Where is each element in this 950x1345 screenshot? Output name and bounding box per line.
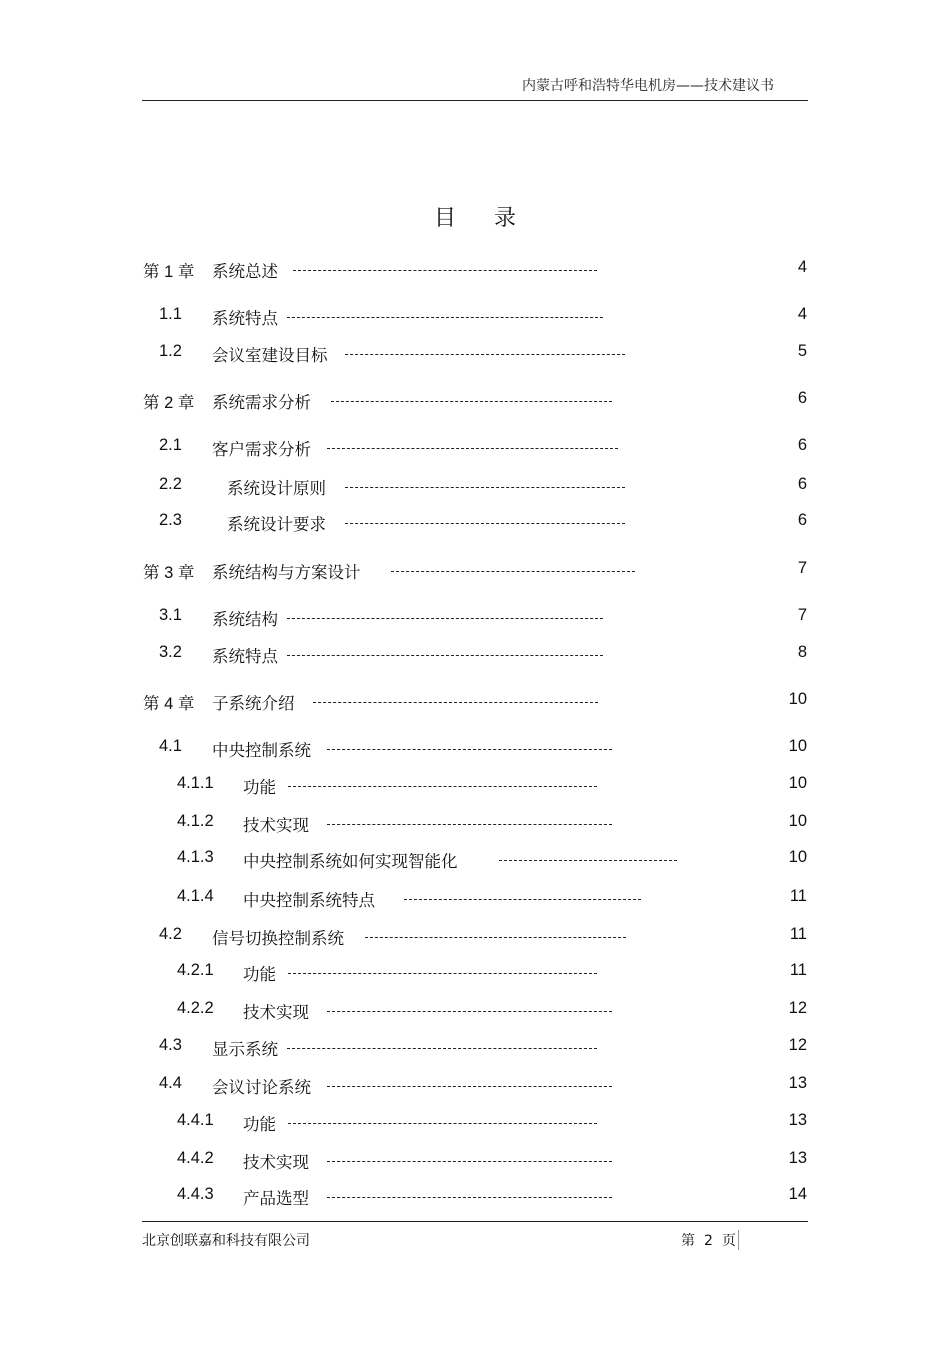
toc-entry-page: 6 bbox=[797, 475, 807, 493]
toc-entry-label: 系统设计原则 bbox=[227, 479, 326, 498]
toc-leader-dots bbox=[287, 655, 603, 656]
toc-entry-label: 中央控制系统 bbox=[212, 741, 311, 760]
toc-entry-number: 2.2 bbox=[159, 475, 182, 493]
toc-entry-number: 第 4 章 bbox=[143, 695, 195, 713]
toc-entry[interactable] bbox=[0, 848, 950, 872]
toc-entry[interactable] bbox=[0, 1111, 950, 1135]
toc-entry-number: 4.1.1 bbox=[177, 774, 214, 792]
toc-entry-page: 7 bbox=[797, 606, 807, 624]
toc-entry-label: 技术实现 bbox=[243, 816, 309, 835]
toc-entry-page: 11 bbox=[789, 887, 807, 905]
toc-entry-number: 4.4 bbox=[159, 1074, 182, 1092]
toc-leader-dots bbox=[287, 618, 603, 619]
toc-entry-number: 3.1 bbox=[159, 606, 182, 624]
footer-page-number bbox=[681, 1230, 739, 1250]
toc-leader-dots bbox=[287, 317, 603, 318]
toc-entry-page: 10 bbox=[788, 774, 807, 792]
toc-entry-label: 中央控制系统如何实现智能化 bbox=[243, 852, 458, 871]
toc-entry-label: 显示系统 bbox=[212, 1040, 278, 1059]
toc-entry-page: 11 bbox=[789, 925, 807, 943]
toc-entry-label: 系统结构与方案设计 bbox=[212, 563, 361, 582]
toc-entry-page: 10 bbox=[788, 848, 807, 866]
toc-entry[interactable] bbox=[0, 305, 950, 329]
toc-entry[interactable] bbox=[0, 606, 950, 630]
toc-entry[interactable] bbox=[0, 559, 950, 583]
toc-entry[interactable] bbox=[0, 812, 950, 836]
toc-leader-dots bbox=[327, 749, 612, 750]
toc-entry-page: 10 bbox=[788, 690, 807, 708]
footer-divider bbox=[142, 1221, 808, 1222]
toc-leader-dots bbox=[293, 270, 597, 271]
toc-entry-label: 子系统介绍 bbox=[212, 694, 295, 713]
toc-leader-dots bbox=[345, 523, 625, 524]
toc-entry-number: 4.2.1 bbox=[177, 961, 214, 979]
toc-entry-number: 4.2 bbox=[159, 925, 182, 943]
toc-leader-dots bbox=[287, 1048, 597, 1049]
toc-entry[interactable] bbox=[0, 1149, 950, 1173]
toc-entry-number: 2.1 bbox=[159, 436, 182, 454]
toc-entry-number: 第 1 章 bbox=[143, 263, 195, 281]
toc-leader-dots bbox=[327, 448, 618, 449]
toc-entry[interactable] bbox=[0, 961, 950, 985]
toc-leader-dots bbox=[288, 973, 597, 974]
toc-entry[interactable] bbox=[0, 643, 950, 667]
toc-entry-label: 功能 bbox=[243, 778, 276, 797]
toc-entry[interactable] bbox=[0, 475, 950, 499]
toc-entry-page: 12 bbox=[788, 1036, 807, 1054]
toc-entry-page: 10 bbox=[788, 737, 807, 755]
toc-leader-dots bbox=[288, 1123, 597, 1124]
toc-entry-page: 10 bbox=[788, 812, 807, 830]
toc-entry-number: 1.2 bbox=[159, 342, 182, 360]
toc-entry-page: 11 bbox=[789, 961, 807, 979]
toc-leader-dots bbox=[365, 937, 626, 938]
toc-entry-label: 技术实现 bbox=[243, 1003, 309, 1022]
toc-entry-label: 产品选型 bbox=[243, 1189, 309, 1208]
footer-page-prefix: 第 bbox=[681, 1233, 695, 1249]
toc-entry-page: 4 bbox=[797, 258, 807, 276]
toc-leader-dots bbox=[331, 401, 612, 402]
toc-leader-dots bbox=[345, 487, 625, 488]
toc-entry-number: 第 2 章 bbox=[143, 394, 195, 412]
toc-entry-label: 系统需求分析 bbox=[212, 393, 311, 412]
toc-entry[interactable] bbox=[0, 342, 950, 366]
toc-entry-page: 13 bbox=[788, 1111, 807, 1129]
toc-leader-dots bbox=[288, 786, 597, 787]
toc-entry-number: 3.2 bbox=[159, 643, 182, 661]
header-divider bbox=[142, 100, 808, 101]
toc-entry-page: 13 bbox=[788, 1149, 807, 1167]
toc-entry-page: 12 bbox=[788, 999, 807, 1017]
toc-entry-page: 6 bbox=[797, 511, 807, 529]
toc-entry[interactable] bbox=[0, 511, 950, 535]
toc-entry-label: 系统结构 bbox=[212, 610, 278, 629]
toc-entry-page: 6 bbox=[797, 436, 807, 454]
toc-leader-dots bbox=[327, 1011, 612, 1012]
toc-entry-page: 5 bbox=[797, 342, 807, 360]
toc-leader-dots bbox=[313, 702, 598, 703]
toc-entry[interactable] bbox=[0, 1185, 950, 1209]
toc-entry-number: 4.1.2 bbox=[177, 812, 214, 830]
toc-entry-number: 1.1 bbox=[159, 305, 182, 323]
toc-entry-number: 第 3 章 bbox=[143, 564, 195, 582]
toc-entry-label: 中央控制系统特点 bbox=[243, 891, 375, 910]
toc-entry-label: 功能 bbox=[243, 965, 276, 984]
toc-entry[interactable] bbox=[0, 774, 950, 798]
toc-entry[interactable] bbox=[0, 690, 950, 714]
toc-leader-dots bbox=[327, 1197, 612, 1198]
toc-entry-number: 2.3 bbox=[159, 511, 182, 529]
toc-entry-label: 会议室建设目标 bbox=[212, 346, 328, 365]
toc-leader-dots bbox=[327, 1161, 612, 1162]
toc-entry-label: 系统设计要求 bbox=[227, 515, 326, 534]
footer-page-suffix: 页 bbox=[721, 1233, 736, 1249]
toc-entry[interactable] bbox=[0, 999, 950, 1023]
toc-entry[interactable] bbox=[0, 1074, 950, 1098]
toc-entry-label: 系统特点 bbox=[212, 647, 278, 666]
footer-company: 北京创联嘉和科技有限公司 bbox=[142, 1233, 310, 1249]
header-title: 内蒙古呼和浩特华电机房——技术建议书 bbox=[522, 78, 774, 94]
toc-entry-number: 4.4.2 bbox=[177, 1149, 214, 1167]
toc-entry-number: 4.4.1 bbox=[177, 1111, 214, 1129]
toc-leader-dots bbox=[327, 1086, 612, 1087]
toc-entry-number: 4.2.2 bbox=[177, 999, 214, 1017]
toc-entry-number: 4.1 bbox=[159, 737, 182, 755]
toc-entry-label: 系统特点 bbox=[212, 309, 278, 328]
toc-entry-page: 7 bbox=[797, 559, 807, 577]
footer-page-value: 2 bbox=[704, 1233, 713, 1249]
toc-entry-label: 信号切换控制系统 bbox=[212, 929, 344, 948]
toc-entry-number: 4.1.3 bbox=[177, 848, 214, 866]
toc-entry-number: 4.3 bbox=[159, 1036, 182, 1054]
toc-leader-dots bbox=[327, 824, 612, 825]
toc-leader-dots bbox=[499, 860, 677, 861]
toc-title: 目录 bbox=[433, 206, 554, 231]
toc-entry[interactable] bbox=[0, 925, 950, 949]
toc-entry-label: 客户需求分析 bbox=[212, 440, 311, 459]
toc-entry-label: 技术实现 bbox=[243, 1153, 309, 1172]
toc-entry-page: 13 bbox=[788, 1074, 807, 1092]
toc-entry[interactable] bbox=[0, 1036, 950, 1060]
toc-entry[interactable] bbox=[0, 258, 950, 282]
toc-entry[interactable] bbox=[0, 887, 950, 911]
toc-entry[interactable] bbox=[0, 389, 950, 413]
toc-entry-page: 4 bbox=[797, 305, 807, 323]
toc-leader-dots bbox=[345, 354, 625, 355]
toc-entry-label: 系统总述 bbox=[212, 262, 278, 281]
toc-leader-dots bbox=[391, 571, 635, 572]
toc-leader-dots bbox=[404, 899, 641, 900]
toc-entry-label: 功能 bbox=[243, 1115, 276, 1134]
toc-entry-page: 8 bbox=[797, 643, 807, 661]
toc-entry-page: 14 bbox=[788, 1185, 807, 1203]
toc-entry-label: 会议讨论系统 bbox=[212, 1078, 311, 1097]
toc-entry-number: 4.4.3 bbox=[177, 1185, 214, 1203]
toc-entry-number: 4.1.4 bbox=[177, 887, 214, 905]
toc-entry[interactable] bbox=[0, 436, 950, 460]
toc-entry[interactable] bbox=[0, 737, 950, 761]
toc-entry-page: 6 bbox=[797, 389, 807, 407]
